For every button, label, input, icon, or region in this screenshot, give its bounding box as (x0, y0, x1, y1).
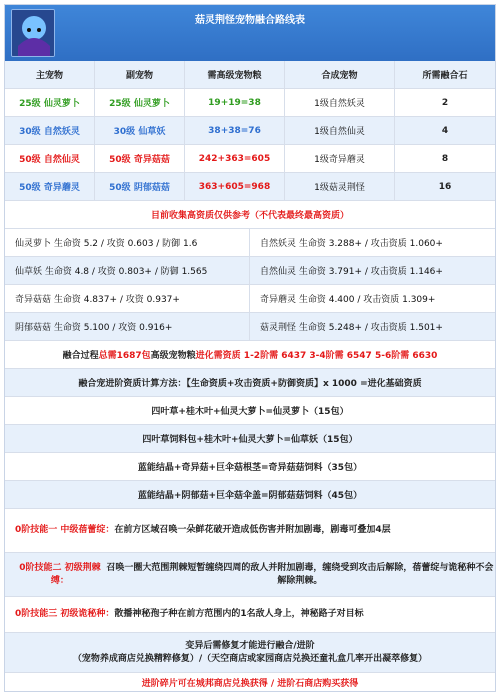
formula-text: 融合宠进阶资质计算方法：【生命资质+攻击资质+防御资质】x 1000 =进化基础资质 (78, 379, 422, 389)
header-stones: 所需融合石 (422, 71, 468, 81)
result-pet: 1级菇灵荆怪 (285, 173, 395, 200)
footer-line-1: 变异后需修复才能进行融合/进阶 (185, 640, 315, 651)
header-food: 需高级宠物粮 (185, 61, 285, 88)
fusion-table (5, 61, 495, 691)
recipe-text: 四叶草饲料包+桂木叶+仙灵大萝卜=仙草妖（15包） (142, 435, 358, 445)
stat-right: 自然妖灵 生命资 3.288+ / 攻击资质 1.060+ (260, 239, 443, 249)
stats-title-row (5, 201, 495, 229)
footer-row (5, 633, 495, 673)
header-sub-pet: 副宠物 (95, 61, 185, 88)
process-steps: 进化需资质 1-2阶需 6437 3-4阶需 6547 5-6阶需 6630 (195, 351, 438, 361)
header-main-pet: 主宠物 (5, 61, 95, 88)
result-pet: 1级自然妖灵 (285, 89, 395, 116)
sub-pet: 25级 仙灵萝卜 (95, 89, 185, 116)
sub-pet: 50级 奇异菇菇 (95, 145, 185, 172)
recipe-text: 四叶草+桂木叶+仙灵大萝卜=仙灵萝卜（15包） (151, 407, 349, 417)
table-row (5, 145, 495, 173)
table-row (5, 117, 495, 145)
stat-right: 菇灵荆怪 生命资 5.248+ / 攻击资质 1.501+ (260, 323, 443, 333)
skill-label: 0阶技能一 中级蓓蕾绽： (15, 525, 115, 535)
skill-text (5, 597, 495, 632)
stats-row (5, 285, 495, 313)
process-mid: 高级宠物粮 (150, 351, 196, 361)
skill-label: 0阶技能二 初级荆棘缚： (19, 562, 101, 586)
skill-desc: 散播神秘孢子种在前方范围内的1名敌人身上，神秘路子对目标 (114, 609, 364, 619)
stone-count: 16 (438, 181, 452, 192)
footer-line-2: （宠物养成商店兑换精粹修复）/（天空商店或家园商店兑换还童礼盒几率开出凝萃修复） (72, 653, 428, 664)
table-header-row (5, 61, 495, 89)
stat-left: 奇异菇菇 生命资 4.837+ / 攻资 0.937+ (5, 285, 250, 312)
stats-title: 目前收集高资质仅供参考（不代表最终最高资质） (150, 211, 349, 221)
skill-label: 0阶技能三 初级诡秘种： (15, 609, 115, 619)
food-amount: 38+38=76 (185, 117, 285, 144)
skill-desc: 在前方区域召唤一朵鲜花破开造成低伤害并附加剧毒，剧毒可叠加4层 (114, 525, 391, 535)
skill-desc: 召唤一圈大范围荆棘短暂缠绕四周的敌人并附加剧毒，缠绕受到攻击后解除，蓓蕾绽与诡秘种不会解除荆棘。 (106, 562, 494, 586)
stat-left: 阴郁菇菇 生命资 5.100 / 攻资 0.916+ (5, 313, 250, 340)
process-total: 总需1687包 (98, 351, 151, 361)
main-pet: 50级 自然仙灵 (5, 145, 95, 172)
footer-text (5, 633, 495, 672)
food-amount: 19+19=38 (185, 89, 285, 116)
recipe-row (5, 397, 495, 425)
stat-right: 自然仙灵 生命资 3.791+ / 攻击资质 1.146+ (260, 267, 443, 277)
footer-red-text: 进阶碎片可在城邦商店兑换获得 / 进阶石商店购买获得 (141, 678, 359, 689)
main-pet: 25级 仙灵萝卜 (5, 89, 95, 116)
footer-red-row (5, 673, 495, 691)
stat-left: 仙草妖 生命资 4.8 / 攻资 0.803+ / 防御 1.565 (5, 257, 250, 284)
skill-text (5, 553, 495, 596)
stone-count: 8 (441, 153, 449, 164)
skill-row (5, 597, 495, 633)
formula-row (5, 369, 495, 397)
page-frame (4, 4, 496, 692)
main-pet: 50级 奇异蘑灵 (5, 173, 95, 200)
recipe-row (5, 453, 495, 481)
recipe-text: 蓝能结晶+奇异菇+巨伞菇根茎=奇异菇菇饲料（35包） (137, 463, 363, 473)
process-prefix: 融合过程 (62, 351, 99, 361)
stone-count: 2 (441, 97, 449, 108)
skill-row (5, 553, 495, 597)
stats-row (5, 229, 495, 257)
stats-row (5, 313, 495, 341)
table-row (5, 173, 495, 201)
stats-row (5, 257, 495, 285)
recipe-row (5, 481, 495, 509)
process-text (5, 341, 495, 368)
table-row (5, 89, 495, 117)
sub-pet: 50级 阴郁菇菇 (95, 173, 185, 200)
header-banner (5, 5, 495, 61)
stone-count: 4 (441, 125, 449, 136)
stat-left: 仙灵萝卜 生命资 5.2 / 攻资 0.603 / 防御 1.6 (5, 229, 250, 256)
sub-pet: 30级 仙草妖 (95, 117, 185, 144)
skill-text (5, 509, 495, 552)
recipe-text: 蓝能结晶+阴郁菇+巨伞菇伞盖=阴郁菇菇饲料（45包） (137, 491, 363, 501)
skill-row (5, 509, 495, 553)
food-amount: 242+363=605 (185, 145, 285, 172)
result-pet: 1级自然仙灵 (285, 117, 395, 144)
process-row (5, 341, 495, 369)
header-result: 合成宠物 (285, 61, 395, 88)
food-amount: 363+605=968 (185, 173, 285, 200)
result-pet: 1级奇异蘑灵 (285, 145, 395, 172)
page-title: 菇灵荆怪宠物融合路线表 (195, 15, 305, 26)
recipe-row (5, 425, 495, 453)
main-pet: 30级 自然妖灵 (5, 117, 95, 144)
stat-right: 奇异蘑灵 生命资 4.400 / 攻击资质 1.309+ (260, 295, 436, 305)
